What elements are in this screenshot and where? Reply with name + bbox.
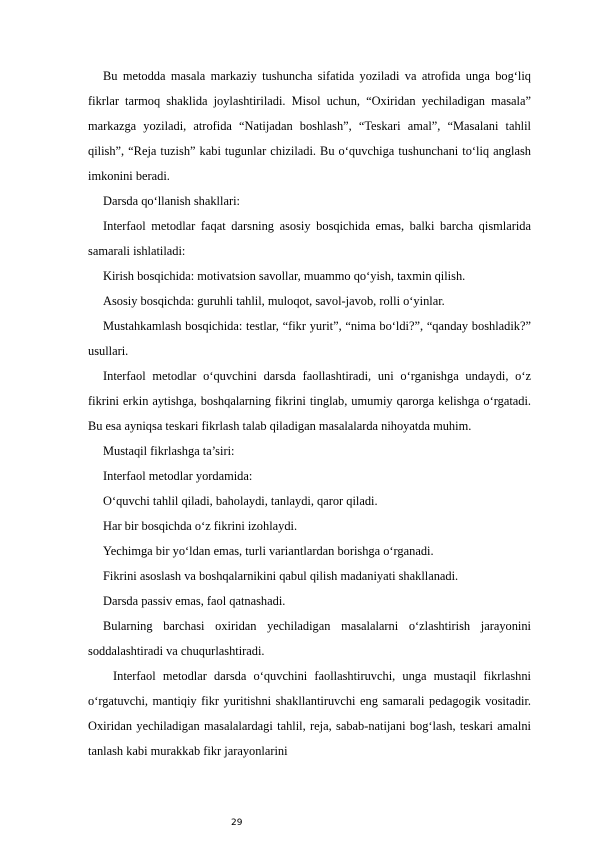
paragraph-usage-forms-heading: Darsda qo‘llanish shakllari: (103, 194, 240, 208)
page-number: 29 (231, 818, 243, 828)
paragraph-explains-each-step: Har bir bosqichda o‘z fikrini izohlaydi. (103, 519, 298, 533)
paragraph-active-participation: Darsda passiv emas, faol qatnashadi. (103, 594, 286, 608)
paragraph-interactive-methods-all-stages: Interfaol metodlar faqat darsning asosiy bosqichida emas, balki barcha qismlarida samarali ishlatiladi: (88, 219, 531, 258)
paragraph-conclusion: Interfaol metodlar darsda o‘quvchini faollashtiruvchi, unga mustaqil fikrlashni o‘rgatuvchi, mantiqiy fikr yuritishni shakllantiruvchi eng samarali pedagogik vositadir. Oxiridan yechiladigan masalalardagi tahlil, reja, sabab-natijani bog‘lash, teskari amalni tanlash kabi murakkab fikr jarayonlarini (88, 669, 531, 758)
paragraph-independent-thinking-heading: Mustaqil fikrlashga ta’siri: (103, 444, 235, 458)
paragraph-intro-stage: Kirish bosqichida: motivatsion savollar, muammo qo‘yish, taxmin qilish. (103, 269, 466, 283)
paragraph-simplifies-process: Bularning barchasi oxiridan yechiladigan masalalarni o‘zlashtirish jarayonini soddalashtiradi va chuqurlashtiradi. (88, 619, 531, 658)
page-body (88, 64, 531, 764)
paragraph-justification-culture: Fikrini asoslash va boshqalarnikini qabul qilish madaniyati shakllanadi. (103, 569, 459, 583)
paragraph-consolidation-stage: Mustahkamlash bosqichida: testlar, “fikr yurit”, “nima bo‘ldi?”, “qanday boshladik?” usullari. (88, 319, 531, 358)
paragraph-mind-map-method: Bu metodda masala markaziy tushuncha sifatida yoziladi va atrofida unga bog‘liq fikrlar tarmoq shaklida joylashtiriladi. Misol uchun, “Oxiridan yechiladigan masala” markazga yoziladi, atrofida “Natijadan boshlash”, “Teskari amal”, “Masalani tahlil qilish”, “Reja tuzish” kabi tugunlar chiziladi. Bu o‘quvchiga tushunchani to‘liq anglash imkonini beradi. (88, 69, 531, 183)
paragraph-with-interactive-methods: Interfaol metodlar yordamida: (103, 469, 253, 483)
paragraph-student-analyzes: O‘quvchi tahlil qiladi, baholaydi, tanlaydi, qaror qiladi. (103, 494, 378, 508)
paragraph-activation-effect: Interfaol metodlar o‘quvchini darsda faollashtiradi, uni o‘rganishga undaydi, o‘z fikrini erkin aytishga, boshqalarning fikrini tinglab, umumiy qarorga kelishga o‘rgatadi. Bu esa ayniqsa teskari fikrlash talab qiladigan masalalarda nihoyatda muhim. (88, 369, 531, 433)
paragraph-main-stage: Asosiy bosqichda: guruhli tahlil, muloqot, savol-javob, rolli o‘yinlar. (103, 294, 445, 308)
paragraph-various-variants: Yechimga bir yo‘ldan emas, turli variantlardan borishga o‘rganadi. (103, 544, 434, 558)
